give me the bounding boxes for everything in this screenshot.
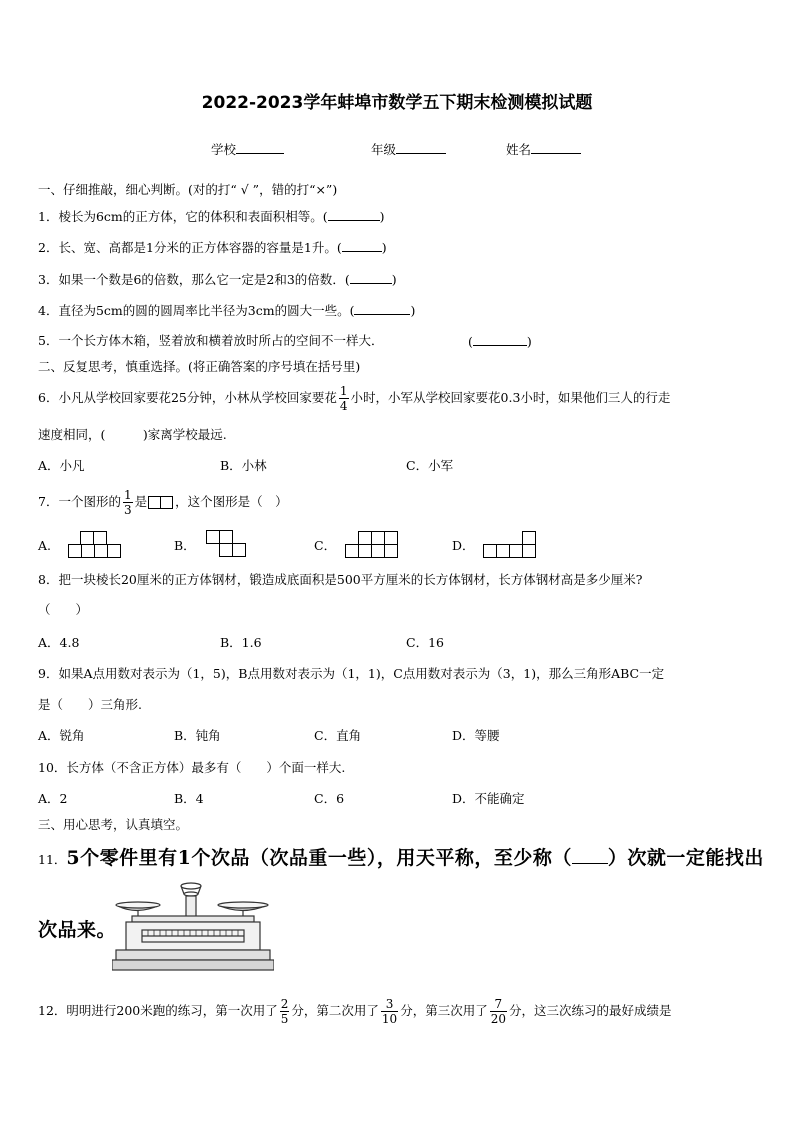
section1-heading: 一、仔细推敲，细心判断。(对的打“ √ ”，错的打“×”): [38, 182, 338, 197]
fraction: $\frac{1}{4}$: [339, 384, 348, 413]
q7-option-a-figure: [68, 530, 124, 558]
grade-field[interactable]: [371, 141, 446, 158]
q9-option-b[interactable]: B．钝角: [174, 728, 221, 743]
question-9: 9．如果A点用数对表示为（1，5)，B点用数对表示为（1，1)，C点用数对表示为（3，1)，那么三角形ABC一定: [38, 666, 665, 681]
q7-option-a[interactable]: A.: [38, 538, 52, 553]
name-label: 姓名: [506, 142, 532, 157]
q7-option-b[interactable]: B．: [174, 538, 196, 553]
question-11: 11．5个零件里有1个次品（次品重一些），用天平称，至少称（ ）次就一定能找出: [38, 847, 764, 869]
answer-blank[interactable]: [354, 302, 410, 315]
q8-option-a[interactable]: A．4.8: [38, 635, 80, 650]
q7-option-c-figure: [345, 530, 403, 558]
q10-option-a[interactable]: A．2: [38, 791, 68, 806]
section2-heading: 二、反复思考，慎重选择。(将正确答案的序号填在括号里): [38, 359, 361, 374]
question-8: 8．把一块棱长20厘米的正方体钢材，锻造成底面积是500平方厘米的长方体钢材，长方体钢材高是多少厘米?: [38, 572, 643, 587]
question-5-answer: ( ): [468, 334, 532, 349]
fraction: $\frac{3}{10}$: [381, 997, 398, 1026]
q10-option-c[interactable]: C．6: [314, 791, 345, 806]
question-9-line2: 是（ ）三角形.: [38, 697, 142, 712]
question-2: 2．长、宽、高都是1分米的正方体容器的容量是1升。( ): [38, 240, 387, 255]
fraction: $\frac{2}{5}$: [280, 997, 289, 1026]
question-5: 5．一个长方体木箱，竖着放和横着放时所占的空间不一样大．: [38, 333, 384, 348]
q8-option-b[interactable]: B．1.6: [220, 635, 262, 650]
q9-option-a[interactable]: A．锐角: [38, 728, 85, 743]
q9-option-d[interactable]: D．等腰: [452, 728, 500, 743]
question-6: 6．小凡从学校回家要花25分钟，小林从学校回家要花 $\frac{1}{4}$ 小时，小军从学校回家要花0.3小时，如果他们三人的行走: [38, 384, 671, 413]
question-4: 4．直径为5cm的圆的圆周率比半径为3cm的圆大一些。( ): [38, 303, 416, 318]
q7-option-c[interactable]: C．: [314, 538, 337, 553]
question-7: 7．一个图形的 $\frac{1}{3}$ 是 ，这个图形是（ ）: [38, 488, 288, 517]
q6-option-a[interactable]: A．小凡: [38, 458, 85, 473]
fraction: $\frac{7}{20}$: [490, 997, 506, 1026]
question-1: 1．棱长为6cm的正方体，它的体积和表面积相等。( ): [38, 209, 385, 224]
two-squares-figure: [148, 496, 174, 509]
q9-option-c[interactable]: C．直角: [314, 728, 362, 743]
question-12: 12．明明进行200米跑的练习，第一次用了 $\frac{2}{5}$ 分，第二次用了 $\frac{3}{10}$ 分，第三次用了 $\frac{7}{20}$ 分，这三次练习的最好成绩是: [38, 997, 672, 1026]
question-11-line2: 次品来。: [38, 919, 117, 941]
q10-option-d[interactable]: D．不能确定: [452, 791, 525, 806]
name-field[interactable]: [506, 141, 581, 158]
answer-blank[interactable]: [328, 208, 380, 221]
question-3: 3．如果一个数是6的倍数，那么它一定是2和3的倍数．( ): [38, 272, 397, 287]
section3-heading: 三、用心思考，认真填空。: [38, 817, 189, 832]
q7-option-b-figure: [206, 529, 250, 559]
grade-label: 年级: [371, 142, 397, 157]
answer-blank[interactable]: [572, 847, 608, 864]
answer-blank[interactable]: [342, 239, 382, 252]
school-label: 学校: [211, 142, 237, 157]
school-field[interactable]: [211, 141, 284, 158]
fraction: $\frac{1}{3}$: [123, 488, 132, 517]
q10-option-b[interactable]: B．4: [174, 791, 204, 806]
q6-option-b[interactable]: B．小林: [220, 458, 267, 473]
answer-blank[interactable]: [473, 333, 527, 346]
question-8-line2: （ ）: [38, 602, 89, 617]
q6-option-c[interactable]: C．小军: [406, 458, 454, 473]
page-title: 2022-2023学年蚌埠市数学五下期末检测模拟试题: [201, 93, 593, 113]
question-10: 10．长方体（不含正方体）最多有（ ）个面一样大.: [38, 760, 346, 775]
q8-option-c[interactable]: C．16: [406, 635, 444, 650]
q7-option-d[interactable]: D．: [452, 538, 475, 553]
q7-option-d-figure: [483, 530, 541, 558]
answer-blank[interactable]: [350, 271, 392, 284]
balance-scale-illustration: [112, 880, 274, 972]
question-6-line2: 速度相同，( )家离学校最远.: [38, 427, 227, 442]
